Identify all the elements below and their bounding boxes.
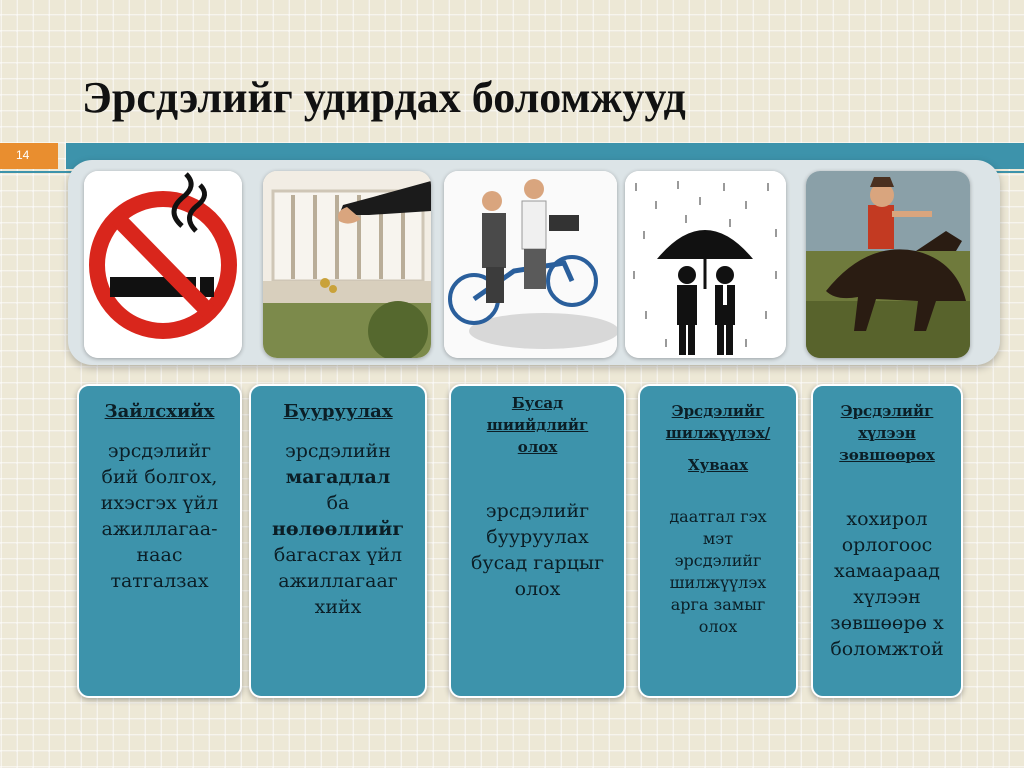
card-accept-body: хохирол орлогоос хамаараад хүлээн зөвшөөрө х боломжтой	[830, 508, 944, 660]
card-alternatives-heading: Бусад шиийдлийг олох	[486, 394, 589, 456]
card-reduce-body-5: багасгах үйл ажиллагааг хийх	[273, 544, 403, 618]
card-alternatives-body: эрсдэлийг бууруулах бусад гарцыг олох	[470, 500, 605, 600]
no-smoking-image	[84, 171, 242, 358]
horse-rider-image	[806, 171, 970, 358]
umbrella-icon	[625, 171, 786, 358]
no-smoking-icon	[84, 171, 242, 358]
slide-number: 14	[0, 143, 58, 169]
card-reduce	[249, 384, 427, 698]
card-avoid	[77, 384, 242, 698]
card-transfer-body: даатгал гэх мэт эрсдэлийг шилжүүлэх арга замыг олох	[669, 507, 767, 636]
tandem-bike-illustration	[444, 171, 617, 358]
card-reduce-body	[251, 438, 425, 620]
card-avoid-body: эрсдэлийг бий болгох, ихэсгэх үйл ажиллагаа-наас татгалзах	[100, 440, 219, 592]
card-alternatives	[449, 384, 626, 698]
card-reduce-body-4: нөлөөллийг	[272, 518, 404, 540]
card-transfer-heading2: Хуваах	[687, 456, 749, 474]
umbrella-image	[625, 171, 786, 358]
slide-title: Эрсдэлийг удирдах боломжууд	[82, 73, 686, 122]
window-photo	[263, 171, 431, 358]
card-transfer	[638, 384, 798, 698]
window-image	[263, 171, 431, 358]
card-accept	[811, 384, 963, 698]
card-accept-heading: Эрсдэлийг хүлээн зөвшөөрөх	[839, 402, 935, 464]
card-reduce-heading: Бууруулах	[283, 401, 393, 422]
card-reduce-body-2: магадлал	[285, 466, 391, 488]
bicycle-image	[444, 171, 617, 358]
card-avoid-heading: Зайлсхийх	[104, 401, 215, 422]
card-reduce-body-1: эрсдэлийн	[285, 440, 391, 462]
card-transfer-heading: Эрсдэлийг шилжүүлэх/	[665, 402, 771, 442]
horse-rider-painting	[806, 171, 970, 358]
card-reduce-body-3: ба	[326, 492, 350, 514]
